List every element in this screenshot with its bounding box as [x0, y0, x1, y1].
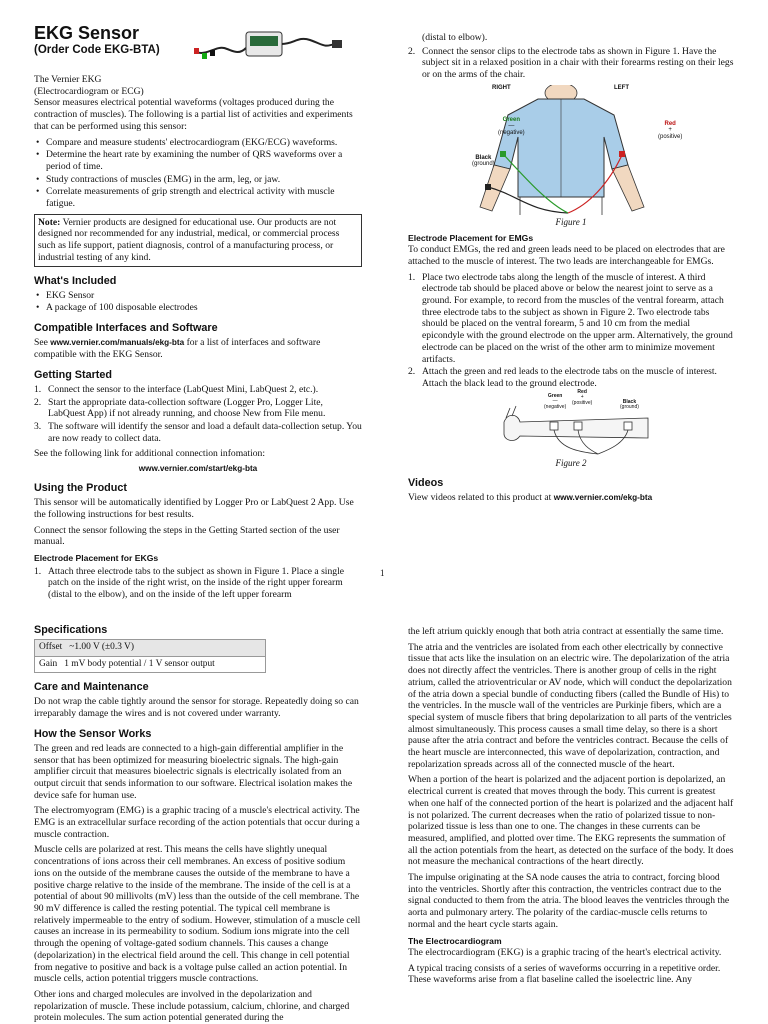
activities-list [34, 137, 362, 210]
intro-line-3: Sensor measures electrical potential waveforms (voltages produced during the contraction of muscles). The following is a partial list of activities and experiments that can be performed using this sensor: [34, 97, 353, 132]
list-item: • A package of 100 disposable electrodes [34, 302, 362, 314]
fig2-black-name: Black [622, 398, 637, 405]
intro-block [34, 74, 362, 133]
spec-value: ~1.00 V (±0.3 V) [69, 642, 134, 653]
fig1-red-label [658, 121, 682, 141]
step-text: The software will identify the sensor and load a default data-collection setup. You are now ready to collect data. [48, 420, 362, 444]
spec-label: Gain [39, 658, 58, 669]
ekg-heading: The Electrocardiogram [408, 935, 502, 946]
videos-link[interactable]: www.vernier.com/ekg-bta [553, 492, 653, 502]
videos-text [408, 492, 734, 504]
fig2-red-label [572, 390, 592, 407]
table-row [35, 640, 266, 656]
spec-cell [35, 656, 266, 672]
step-number: 2. [34, 396, 42, 408]
how-paragraph-1: The green and red leads are connected to a high-gain differential amplifier in the sensor that has been optimized for measuring bioelectric signals. The high-gain amplifier circuit that measures bioelectric signals is electrically isolated from an output circuit that sends information to our software. Electrical isolation makes the device safe for human use. [34, 742, 353, 801]
fig1-red-sign: + [668, 127, 672, 134]
compat-text [34, 337, 362, 360]
fig1-black-label [472, 155, 495, 168]
ekg-placement-list [34, 566, 362, 601]
step-text: Attach three electrode tabs to the subject as shown in Figure 1. Place a single patch on the inside of the right wrist, on the inside of the right upper forearm (distal to the elbow), and on the inside of the left upper forearm [48, 565, 344, 600]
start-link[interactable]: www.vernier.com/start/ekg-bta [138, 464, 258, 474]
compat-heading: Compatible Interfaces and Software [34, 322, 218, 335]
compat-post: for a list of interfaces and software compatible with the EKG Sensor. [34, 337, 321, 360]
list-item: • Compare and measure students' electrocardiogram (EKG/ECG) waveforms. [34, 137, 362, 149]
fig2-black-label [620, 400, 639, 411]
spec-value: 1 mV body potential / 1 V sensor output [64, 658, 215, 669]
care-text: Do not wrap the cable tightly around the sensor for storage. Repeatedly doing so can irreparably damage the wires and is not covered under warranty. [34, 696, 359, 719]
spec-heading: Specifications [34, 624, 108, 636]
list-item: • Study contractions of muscles (EMG) in the arm, leg, or jaw. [34, 174, 362, 186]
using-paragraph-1: This sensor will be automatically identified by Logger Pro or LabQuest 2 App. Use the following instructions for best results. [34, 497, 354, 520]
order-code: (Order Code EKG-BTA) [34, 44, 160, 56]
fig2-green-label [544, 394, 566, 411]
page1-right-column [408, 32, 734, 508]
fig2-black-role: (ground) [620, 404, 639, 411]
ekg-placement-heading: Electrode Placement for EKGs [34, 553, 159, 564]
ekg-paragraph-2: A typical tracing consists of a series of waveforms occurring in a repetitive order. These waveforms arise from a flat baseline called the isoelectric line. Any [408, 962, 721, 986]
list-item [34, 566, 362, 601]
fig1-right-label: RIGHT [492, 84, 511, 91]
list-item [34, 421, 362, 444]
step-number: 2. [408, 366, 416, 378]
list-item [408, 366, 734, 389]
fig1-green-name: Green [502, 116, 521, 123]
how-paragraph-2: The electromyogram (EMG) is a graphic tracing of a muscle's electrical activity. The EMG is an extracellular surface recording of the action potentials that occur during a muscle contraction. [34, 805, 360, 840]
figure-2 [408, 388, 734, 456]
videos-heading: Videos [408, 476, 444, 489]
using-heading: Using the Product [34, 482, 127, 495]
how-paragraph-4: Other ions and charged molecules are involved in the depolarization and repolarization of muscle. These include potassium, calcium, chlorine, and charged protein molecules. The sum action potential generated during the [34, 988, 350, 1024]
fig2-red-role: (positive) [572, 399, 593, 406]
included-list [34, 290, 362, 314]
fig1-black-role: (ground) [472, 161, 495, 168]
link-intro: See the following link for additional connection infomation: [34, 448, 265, 460]
table-row [35, 656, 266, 672]
fig1-green-label [498, 117, 525, 137]
fig1-green-sign: — [508, 123, 515, 130]
fig2-red-sign: + [580, 394, 584, 401]
figure-2-illustration [408, 394, 734, 456]
page-number: 1 [380, 568, 385, 578]
col2-paragraph-2: The atria and the ventricles are isolated from each other electrically by connective tissue that acts like the insulation on an electric wire. The depolarization of the atria does not directly affect the ventricles. There is another group of cells in the right atrium, called the atrioventricular or AV node, which will conduct the depolarization of the atria down a special bundle of conducting fibers (called the Bundle of His) to the ventricles. In the muscle wall of the ventricles are Purkinje fibers, which are a special system of muscle fibers that bring depolarization to all parts of the ventricles almost simultaneously. This process causes a small time delay, so there is a short pause after the atria contract and before the ventricles contract. Because the cells of the heart muscle are interconnected, this wave of depolarization, contraction, and repolarization spreads across all of the connected muscle of the heart. [408, 641, 732, 770]
included-heading: What's Included [34, 274, 117, 287]
fig1-left-label: LEFT [614, 84, 629, 91]
page2-left-column [34, 618, 362, 1024]
list-item [34, 397, 362, 420]
list-item [408, 46, 734, 81]
emg-placement-heading: Electrode Placement for EMGs [408, 232, 534, 243]
videos-pre: View videos related to this product at [408, 491, 554, 503]
compat-link[interactable]: www.vernier.com/manuals/ekg-bta [50, 338, 185, 348]
title-block [34, 24, 362, 62]
emg-steps-list [408, 272, 734, 390]
list-item: • Determine the heart rate by examining the number of QRS waveforms over a period of time. [34, 149, 362, 172]
page1-left-column [34, 24, 362, 605]
list-item [34, 384, 362, 396]
step-number: 3. [34, 420, 42, 432]
how-heading: How the Sensor Works [34, 727, 152, 740]
spec-cell [35, 640, 266, 656]
col2-paragraph-1: the left atrium quickly enough that both atria contract at essentially the same time. [408, 626, 724, 637]
page2-right-column [408, 626, 734, 990]
spec-table [34, 639, 266, 673]
step-text: Connect the sensor clips to the electrode tabs as shown in Figure 1. Have the subject sit in a relaxed position in a chair with their forearms resting on their legs or on the arms of the chair. [422, 45, 734, 81]
ekg-sensor-image [194, 26, 344, 62]
note-label: Note: [38, 216, 61, 228]
step-number: 1. [34, 383, 42, 395]
list-item [408, 272, 734, 366]
note-text: Vernier products are designed for educational use. Our products are not designed nor recommended for any industrial, medical, or commercial process such as life support, patient diagnosis, control of a manufacturing process, or industrial testing of any kind. [38, 216, 340, 263]
getting-started-heading: Getting Started [34, 368, 112, 381]
how-paragraph-3: Muscle cells are polarized at rest. This means the cells have slightly unequal concentrations of ions across their cell membranes. An excess of positive sodium ions on the outside of the membrane causes the outside of the membrane to have a positive charge relative to the inside of the membrane. The inside of the cell is at a potential of about 90 millivolts (mV) less than the outside of the cell membrane. The 90 mV difference is called the resting potential. The typical cell membrane is relatively impermeable to the entry of sodium. However, stimulation of a muscle cell causes an increase in its permeability to sodium. Sodium ions migrate into the cell through the opening of voltage-gated sodium channels. This causes a change (depolarization) in the electrical field around the cell. This change in cell potential from negative to positive and back is a voltage pulse called an action potential. In muscle cells, action potential triggers muscle contractions. [34, 844, 361, 985]
intro-line-1: The Vernier EKG [34, 74, 102, 85]
fig1-red-role: (positive) [658, 134, 683, 140]
fig2-green-name: Green [547, 392, 563, 399]
step-number: 2. [408, 45, 416, 57]
figure-1-illustration [408, 85, 734, 215]
using-paragraph-2: Connect the sensor following the steps in the Getting Started section of the user manual. [34, 524, 340, 548]
fig2-green-sign: — [552, 398, 558, 405]
ekg-placement-list-cont [408, 46, 734, 81]
figure-2-caption: Figure 2 [555, 457, 587, 468]
fig1-red-name: Red [664, 120, 676, 127]
list-item: • Correlate measurements of grip strength and electrical activity with muscle fatigue. [34, 186, 362, 209]
ekg-paragraph-1: The electrocardiogram (EKG) is a graphic tracing of the heart's electrical activity. [408, 947, 722, 959]
doc-title: EKG Sensor [34, 23, 140, 43]
page-2 [0, 618, 768, 1024]
care-heading: Care and Maintenance [34, 681, 149, 694]
col2-paragraph-4: The impulse originating at the SA node causes the atria to contract, forcing blood into the ventricles. Shortly after this contraction, the ventricles contract due to the signal conducted to them from the atria. The blood leaves the ventricles through the aorta and pulmonary artery. The polarity of the cardiac-muscle cells returns to normal and the heart cycle starts again. [408, 872, 730, 930]
step-text: Attach the green and red leads to the electrode tabs on the muscle of interest. Attach the black lead to the ground electrode. [422, 366, 717, 389]
spec-label: Offset [39, 642, 63, 653]
figure-1-caption: Figure 1 [555, 216, 587, 227]
fig2-green-role: (negative) [544, 403, 567, 410]
col2-paragraph-3: When a portion of the heart is polarized and the adjacent portion is depolarized, an electrical current is created that moves through the body. This current is greatest when one half of the connected portion of the heart is polarized and the adjacent half is not polarized. The current decreases when the ratio of polarized tissue to non-polarized tissue is less than one to one. The changes in these currents can be measured, amplified, and plotted over time. The EKG represents the summation of all the action potentials from the heart, as detected on the surface of the body. It does not measure the mechanical contractions of the heart directly. [408, 774, 734, 868]
note-box [34, 214, 362, 267]
compat-pre: See [34, 337, 51, 349]
list-item: • EKG Sensor [34, 290, 362, 302]
figure-1 [408, 85, 734, 215]
getting-started-list [34, 384, 362, 445]
fig2-red-name: Red [577, 388, 587, 395]
step-number: 1. [34, 565, 42, 577]
emg-intro: To conduct EMGs, the red and green leads need to be placed on electrodes that are attached to the muscle of interest. The two leads are interchangeable for EMGs. [408, 244, 725, 267]
fig1-green-role: (negative) [498, 130, 525, 136]
step-text: Place two electrode tabs along the length of the muscle of interest. A third electrode tab should be placed above or below the nearest joint to serve as a ground. For example, to record from the muscles of the ventral forearm, attach three electrode tabs to the subject as shown in Figure 2. Two electrode tabs should be placed on the ventral forearm, 5 and 10 cm from the medial epicondyle with the ground electrode on the upper arm. Alternatively, the ground electrode can be placed on the wrist of the other arm to minimize movement artifacts. [422, 271, 733, 365]
step-text: Start the appropriate data-collection software (Logger Pro, Logger Lite, LabQuest App) if not already running, and choose New from File menu. [48, 396, 326, 420]
step-text: Connect the sensor to the interface (LabQuest Mini, LabQuest 2, etc.). [48, 383, 319, 395]
fig1-black-name: Black [475, 154, 492, 161]
intro-line-2: (Electrocardiogram or ECG) [34, 85, 144, 97]
step-number: 1. [408, 271, 416, 283]
continued-text: (distal to elbow). [422, 32, 488, 43]
